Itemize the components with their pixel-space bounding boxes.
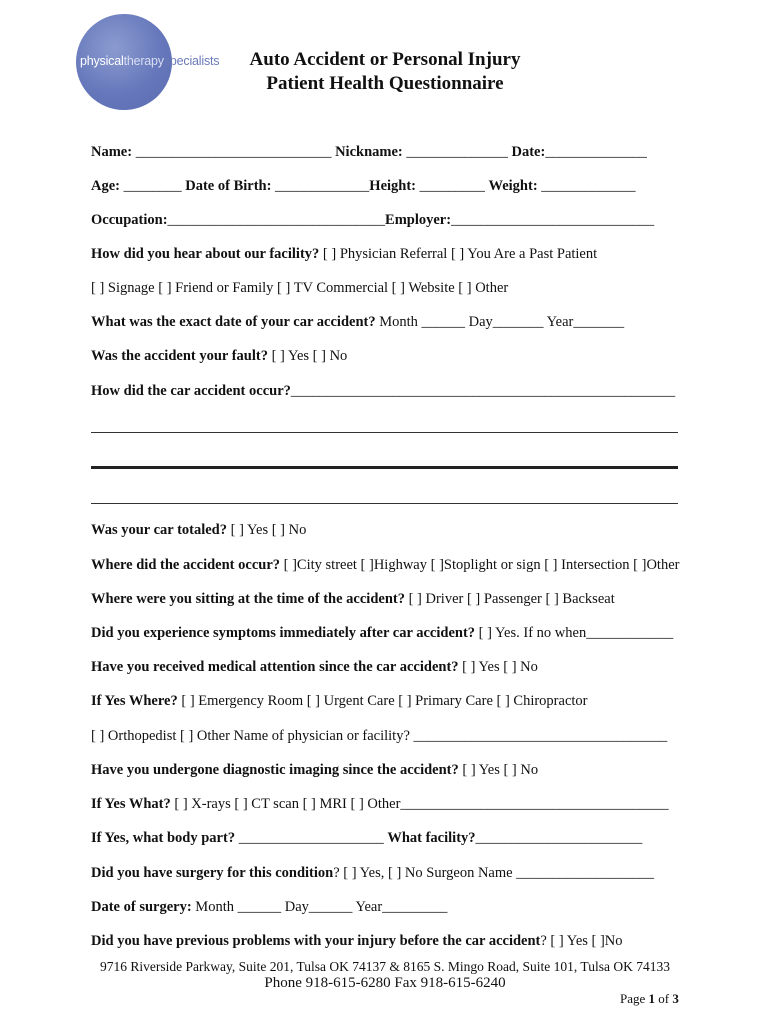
company-logo <box>76 14 234 110</box>
orthopedist-options[interactable]: [ ] Orthopedist [ ] Other Name of physician or facility? ___________________________________ <box>91 728 668 744</box>
row-where-occur: Where did the accident occur? [ ]City street [ ]Highway [ ]Stoplight or sign [ ] Intersection [ ]Other <box>91 557 680 573</box>
body-part-field[interactable]: ____________________ <box>235 830 388 846</box>
totaled-options[interactable]: [ ] Yes [ ] No <box>227 522 307 538</box>
hear-options-2[interactable]: [ ] Signage [ ] Friend or Family [ ] TV Commercial [ ] Website [ ] Other <box>91 280 509 296</box>
document-title <box>240 48 530 96</box>
row-ifyes-what: If Yes What? [ ] X-rays [ ] CT scan [ ] MRI [ ] Other_____________________________________ <box>91 796 669 812</box>
logo-wordmark: physicaltherapyspecialists <box>80 54 220 68</box>
ifyes-where-options[interactable]: [ ] Emergency Room [ ] Urgent Care [ ] Primary Care [ ] Chiropractor <box>177 693 588 709</box>
row-fault: Was the accident your fault? [ ] Yes [ ] No <box>91 348 348 364</box>
row-totaled: Was your car totaled? [ ] Yes [ ] No <box>91 522 307 538</box>
nickname-field[interactable]: ______________ <box>402 144 512 160</box>
ifyes-what-options[interactable]: [ ] X-rays [ ] CT scan [ ] MRI [ ] Other_____________________________________ <box>170 796 669 812</box>
accident-date-fields[interactable]: Month ______ Day_______ Year_______ <box>375 314 625 330</box>
row-accident-date: What was the exact date of your car accident? Month ______ Day_______ Year_______ <box>91 314 625 330</box>
medical-options[interactable]: [ ] Yes [ ] No <box>458 659 538 675</box>
date-field[interactable]: ______________ <box>545 144 647 160</box>
row-age: Age: ________ Date of Birth: _____________Height: _________ Weight: _____________ <box>91 178 636 194</box>
row-body-part: If Yes, what body part? ____________________ What facility?_______________________ <box>91 830 643 846</box>
fault-options[interactable]: [ ] Yes [ ] No <box>267 348 348 364</box>
row-hear-about: How did you hear about our facility? [ ] Physician Referral [ ] You Are a Past Patient <box>91 246 598 262</box>
page-number: Page 1 of 3 <box>620 991 679 1006</box>
occupation-field[interactable]: ______________________________ <box>167 212 386 228</box>
row-name: Name: ___________________________ Nickname: ______________ Date:______________ <box>91 144 647 160</box>
row-surgery-date: Date of surgery: Month ______ Day______ Year_________ <box>91 899 448 915</box>
row-hear-about-2 <box>91 280 682 297</box>
row-how-occur: How did the car accident occur?_____________________________________________________ <box>91 383 676 399</box>
name-field[interactable]: ___________________________ <box>132 144 336 160</box>
title-line-1: Auto Accident or Personal Injury <box>249 49 521 70</box>
row-sitting: Where were you sitting at the time of the accident? [ ] Driver [ ] Passenger [ ] Backseat <box>91 591 615 607</box>
dob-field[interactable]: _____________ <box>271 178 370 194</box>
imaging-options[interactable]: [ ] Yes [ ] No <box>458 762 539 778</box>
surgery-date-fields[interactable]: Month ______ Day______ Year_________ <box>191 899 448 915</box>
row-surgery: Did you have surgery for this condition? [ ] Yes, [ ] No Surgeon Name ___________________ <box>91 865 654 881</box>
weight-field[interactable]: _____________ <box>537 178 636 194</box>
surgery-options[interactable]: ? [ ] Yes, [ ] No Surgeon Name ___________________ <box>333 865 654 881</box>
footer-address: 9716 Riverside Parkway, Suite 201, Tulsa OK 74137 & 8165 S. Mingo Road, Suite 101, Tulsa OK 74133 <box>100 959 670 974</box>
row-imaging: Have you undergone diagnostic imaging since the accident? [ ] Yes [ ] No <box>91 762 539 778</box>
answer-line-2[interactable] <box>91 466 678 469</box>
footer-phone: Phone 918-615-6280 Fax 918-615-6240 <box>264 975 506 991</box>
height-field[interactable]: _________ <box>416 178 489 194</box>
previous-options[interactable]: ? [ ] Yes [ ]No <box>540 933 623 949</box>
row-symptoms: Did you experience symptoms immediately after car accident? [ ] Yes. If no when____________ <box>91 625 674 641</box>
how-occur-field[interactable]: _____________________________________________________ <box>290 383 676 399</box>
row-occupation: Occupation:______________________________Employer:____________________________ <box>91 212 655 228</box>
row-medical: Have you received medical attention since the car accident? [ ] Yes [ ] No <box>91 659 538 675</box>
age-field[interactable]: ________ <box>120 178 186 194</box>
sitting-options[interactable]: [ ] Driver [ ] Passenger [ ] Backseat <box>404 591 615 607</box>
row-ifyes-where: If Yes Where? [ ] Emergency Room [ ] Urgent Care [ ] Primary Care [ ] Chiropractor <box>91 693 588 709</box>
facility-field[interactable]: _______________________ <box>475 830 643 846</box>
answer-line-1[interactable] <box>91 432 678 433</box>
hear-options[interactable]: [ ] Physician Referral [ ] You Are a Past Patient <box>319 246 598 262</box>
title-line-2: Patient Health Questionnaire <box>266 73 504 94</box>
where-options[interactable]: [ ]City street [ ]Highway [ ]Stoplight or sign [ ] Intersection [ ]Other <box>280 557 680 573</box>
row-orthopedist <box>91 728 682 745</box>
employer-field[interactable]: ____________________________ <box>451 212 655 228</box>
row-previous-problems: Did you have previous problems with your injury before the car accident? [ ] Yes [ ]No <box>91 933 623 949</box>
symptoms-options[interactable]: [ ] Yes. If no when____________ <box>475 625 674 641</box>
answer-line-3[interactable] <box>91 503 678 504</box>
